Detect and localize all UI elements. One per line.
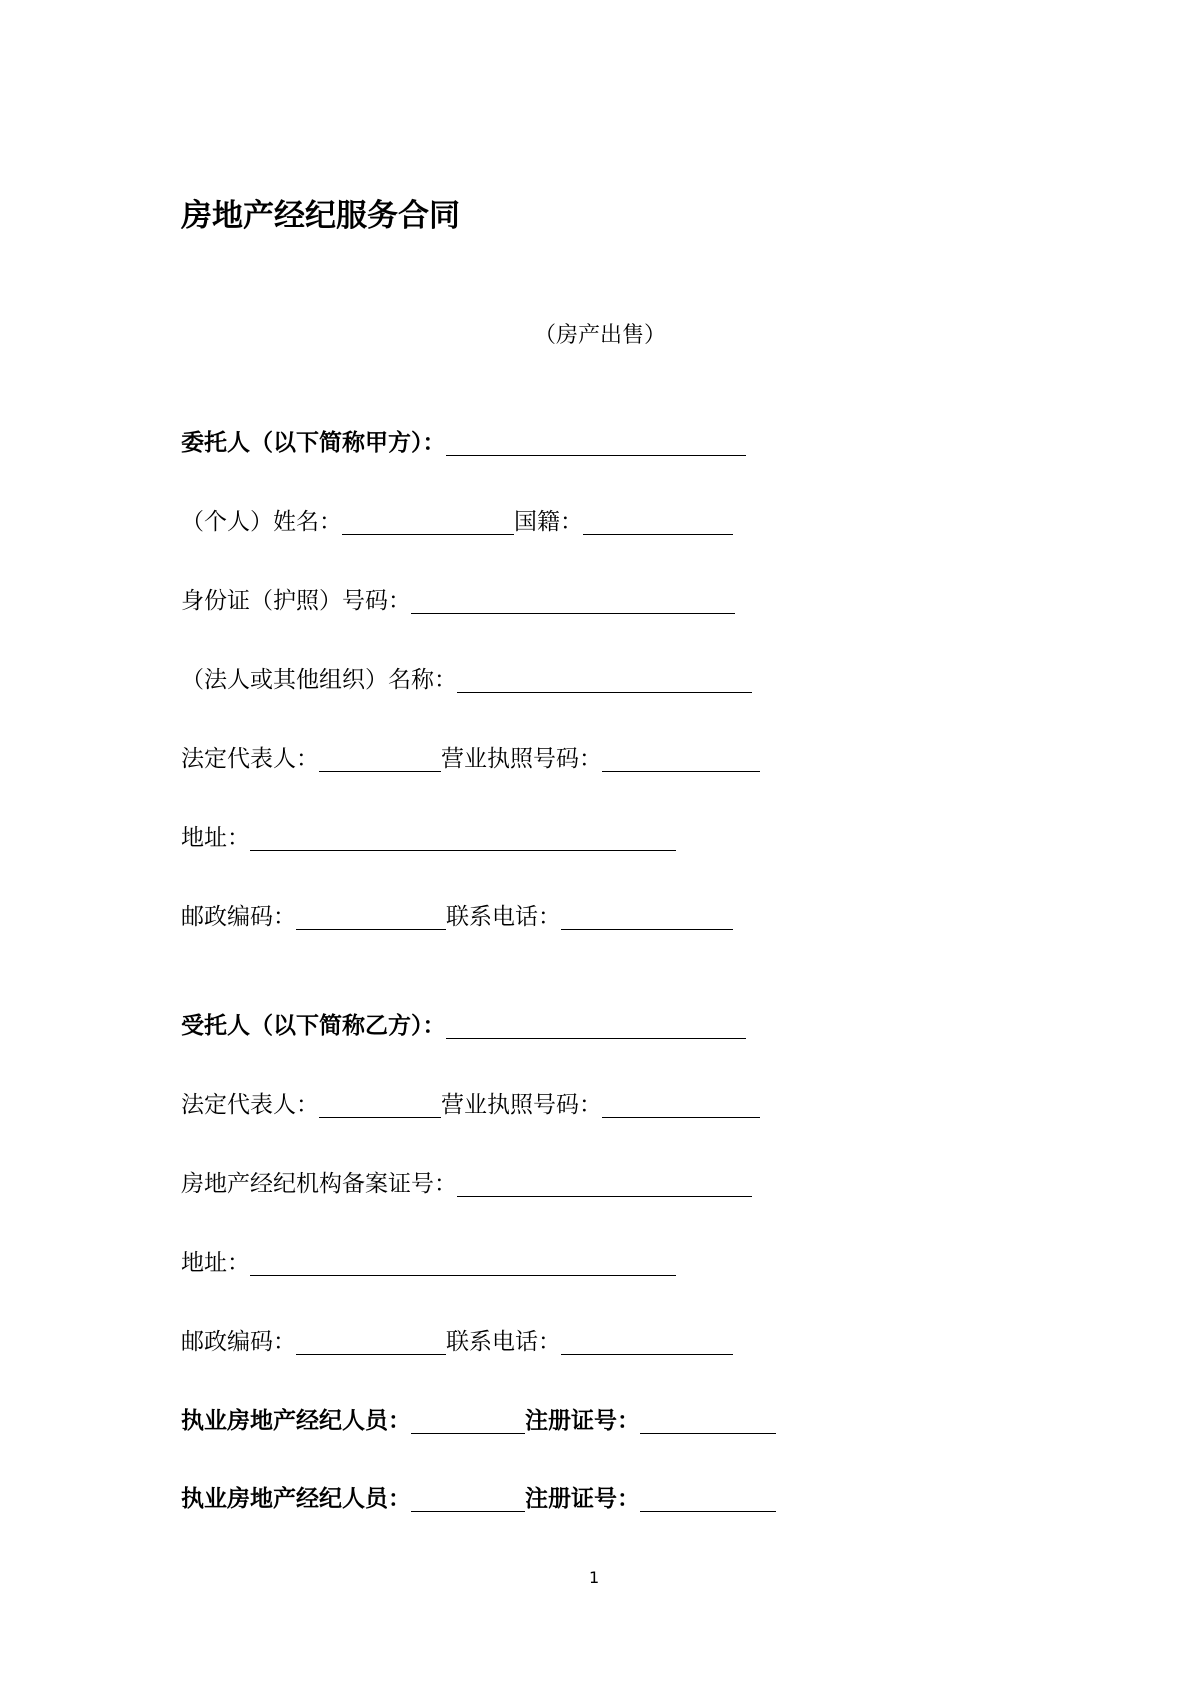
agent-name-field[interactable]	[411, 1483, 525, 1512]
party-b-address-row	[181, 1242, 676, 1278]
org-name-field[interactable]	[457, 664, 752, 693]
party-b-name-field[interactable]	[446, 1010, 746, 1039]
license-number-label: 营业执照号码：	[441, 746, 602, 772]
party-b-contact-row	[181, 1321, 733, 1357]
page-number: 1	[589, 1568, 600, 1587]
address-field[interactable]	[250, 1247, 676, 1276]
phone-field[interactable]	[561, 1326, 733, 1355]
registration-number-field[interactable]	[640, 1405, 776, 1434]
registration-label: 注册证号：	[525, 1486, 640, 1512]
agent-row	[181, 1400, 776, 1436]
id-number-field[interactable]	[411, 585, 735, 614]
party-a-contact-row	[181, 896, 733, 932]
postcode-label: 邮政编码：	[181, 1329, 296, 1355]
party-b-rep-row	[181, 1084, 760, 1120]
filing-number-label: 房地产经纪机构备案证号：	[181, 1171, 457, 1197]
filing-number-field[interactable]	[457, 1168, 752, 1197]
registration-number-field[interactable]	[640, 1483, 776, 1512]
id-number-label: 身份证（护照）号码：	[181, 588, 411, 614]
party-a-address-row	[181, 817, 676, 853]
agent-label: 执业房地产经纪人员：	[181, 1486, 411, 1512]
org-name-label: （法人或其他组织）名称：	[181, 667, 457, 693]
legal-rep-field[interactable]	[319, 1089, 441, 1118]
nationality-field[interactable]	[583, 506, 733, 535]
phone-label: 联系电话：	[446, 904, 561, 930]
party-a-org-row	[181, 659, 752, 695]
address-label: 地址：	[181, 825, 250, 851]
party-a-id-row	[181, 580, 735, 616]
party-b-heading-row	[181, 1005, 746, 1041]
postcode-field[interactable]	[296, 901, 446, 930]
address-field[interactable]	[250, 822, 676, 851]
party-a-person-row	[181, 501, 733, 537]
person-name-field[interactable]	[342, 506, 514, 535]
legal-rep-label: 法定代表人：	[181, 746, 319, 772]
license-number-label: 营业执照号码：	[441, 1092, 602, 1118]
person-name-label: （个人）姓名：	[181, 509, 342, 535]
phone-field[interactable]	[561, 901, 733, 930]
party-a-heading-row	[181, 422, 746, 458]
legal-rep-field[interactable]	[319, 743, 441, 772]
agent-label: 执业房地产经纪人员：	[181, 1408, 411, 1434]
postcode-label: 邮政编码：	[181, 904, 296, 930]
party-a-rep-row	[181, 738, 760, 774]
document-subtitle: （房产出售）	[534, 323, 667, 348]
registration-label: 注册证号：	[525, 1408, 640, 1434]
party-a-heading: 委托人（以下简称甲方）：	[181, 430, 446, 456]
party-a-name-field[interactable]	[446, 427, 746, 456]
document-title: 房地产经纪服务合同	[181, 198, 460, 234]
agent-row	[181, 1478, 776, 1514]
license-number-field[interactable]	[602, 743, 760, 772]
party-b-filing-row	[181, 1163, 752, 1199]
party-b-heading: 受托人（以下简称乙方）：	[181, 1013, 446, 1039]
agent-name-field[interactable]	[411, 1405, 525, 1434]
legal-rep-label: 法定代表人：	[181, 1092, 319, 1118]
nationality-label: 国籍：	[514, 509, 583, 535]
license-number-field[interactable]	[602, 1089, 760, 1118]
postcode-field[interactable]	[296, 1326, 446, 1355]
phone-label: 联系电话：	[446, 1329, 561, 1355]
address-label: 地址：	[181, 1250, 250, 1276]
